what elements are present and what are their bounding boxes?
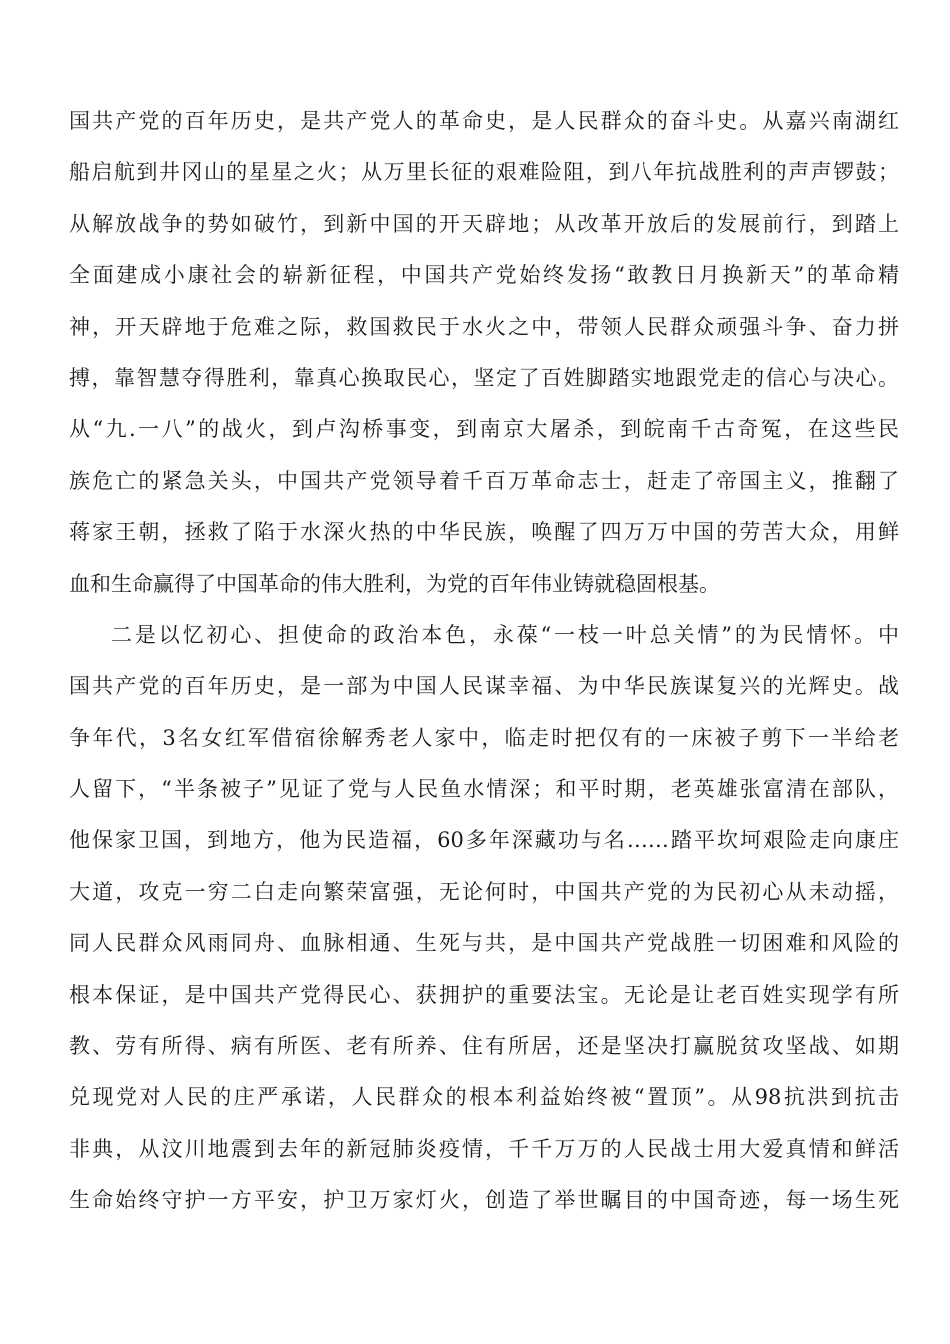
text-line: 生命始终守护一方平安，护卫万家灯火，创造了举世瞩目的中国奇迹，每一场生死 — [69, 1188, 899, 1213]
text-line: 国共产党的百年历史，是共产党人的革命史，是人民群众的奋斗史。从嘉兴南湖红 — [69, 109, 899, 133]
text-line: 他保家卫国，到地方，他为民造福，60多年深藏功与名……踏平坎坷艰险走向康庄 — [69, 828, 899, 853]
paragraph-start-line: 二是以忆初心、担使命的政治本色，永葆“一枝一叶总关情”的为民情怀。中 — [111, 622, 899, 647]
text-line: 从“九.一八”的战火，到卢沟桥事变，到南京大屠杀，到皖南千古奇冤，在这些民 — [69, 417, 899, 442]
paragraph-end-line: 血和生命赢得了中国革命的伟大胜利，为党的百年伟业铸就稳固根基。 — [69, 571, 720, 596]
text-line: 争年代，3名女红军借宿徐解秀老人家中，临走时把仅有的一床被子剪下一半给老 — [69, 725, 899, 750]
text-line: 根本保证，是中国共产党得民心、获拥护的重要法宝。无论是让老百姓实现学有所 — [69, 982, 899, 1007]
text-line: 国共产党的百年历史，是一部为中国人民谋幸福、为中华民族谋复兴的光辉史。战 — [69, 674, 899, 699]
text-line: 从解放战争的势如破竹，到新中国的开天辟地；从改革开放后的发展前行，到踏上 — [69, 211, 899, 236]
text-line: 教、劳有所得、病有所医、老有所养、住有所居，还是坚决打赢脱贫攻坚战、如期 — [69, 1034, 899, 1059]
text-line: 神，开天辟地于危难之际，救国救民于水火之中，带领人民群众顽强斗争、奋力拼 — [69, 314, 899, 339]
text-line: 船启航到井冈山的星星之火；从万里长征的艰难险阻，到八年抗战胜利的声声锣鼓； — [69, 160, 899, 185]
text-line: 兑现党对人民的庄严承诺，人民群众的根本利益始终被“置顶”。从98抗洪到抗击 — [69, 1085, 899, 1110]
text-line: 全面建成小康社会的崭新征程，中国共产党始终发扬“敢教日月换新天”的革命精 — [69, 263, 899, 288]
text-line: 搏，靠智慧夺得胜利，靠真心换取民心，坚定了百姓脚踏实地跟党走的信心与决心。 — [69, 365, 899, 390]
text-line: 人留下，“半条被子”见证了党与人民鱼水情深；和平时期，老英雄张富清在部队， — [69, 777, 899, 802]
text-line: 同人民群众风雨同舟、血脉相通、生死与共，是中国共产党战胜一切困难和风险的 — [69, 931, 899, 956]
text-line: 非典，从汶川地震到去年的新冠肺炎疫情，千千万万的人民战士用大爱真情和鲜活 — [69, 1136, 899, 1161]
text-line: 大道，攻克一穷二白走向繁荣富强，无论何时，中国共产党的为民初心从未动摇， — [69, 879, 899, 904]
body-text — [69, 96, 899, 1227]
text-line: 蒋家王朝，拯救了陷于水深火热的中华民族，唤醒了四万万中国的劳苦大众，用鲜 — [69, 520, 899, 545]
text-line: 族危亡的紧急关头，中国共产党领导着千百万革命志士，赶走了帝国主义，推翻了 — [69, 468, 899, 493]
